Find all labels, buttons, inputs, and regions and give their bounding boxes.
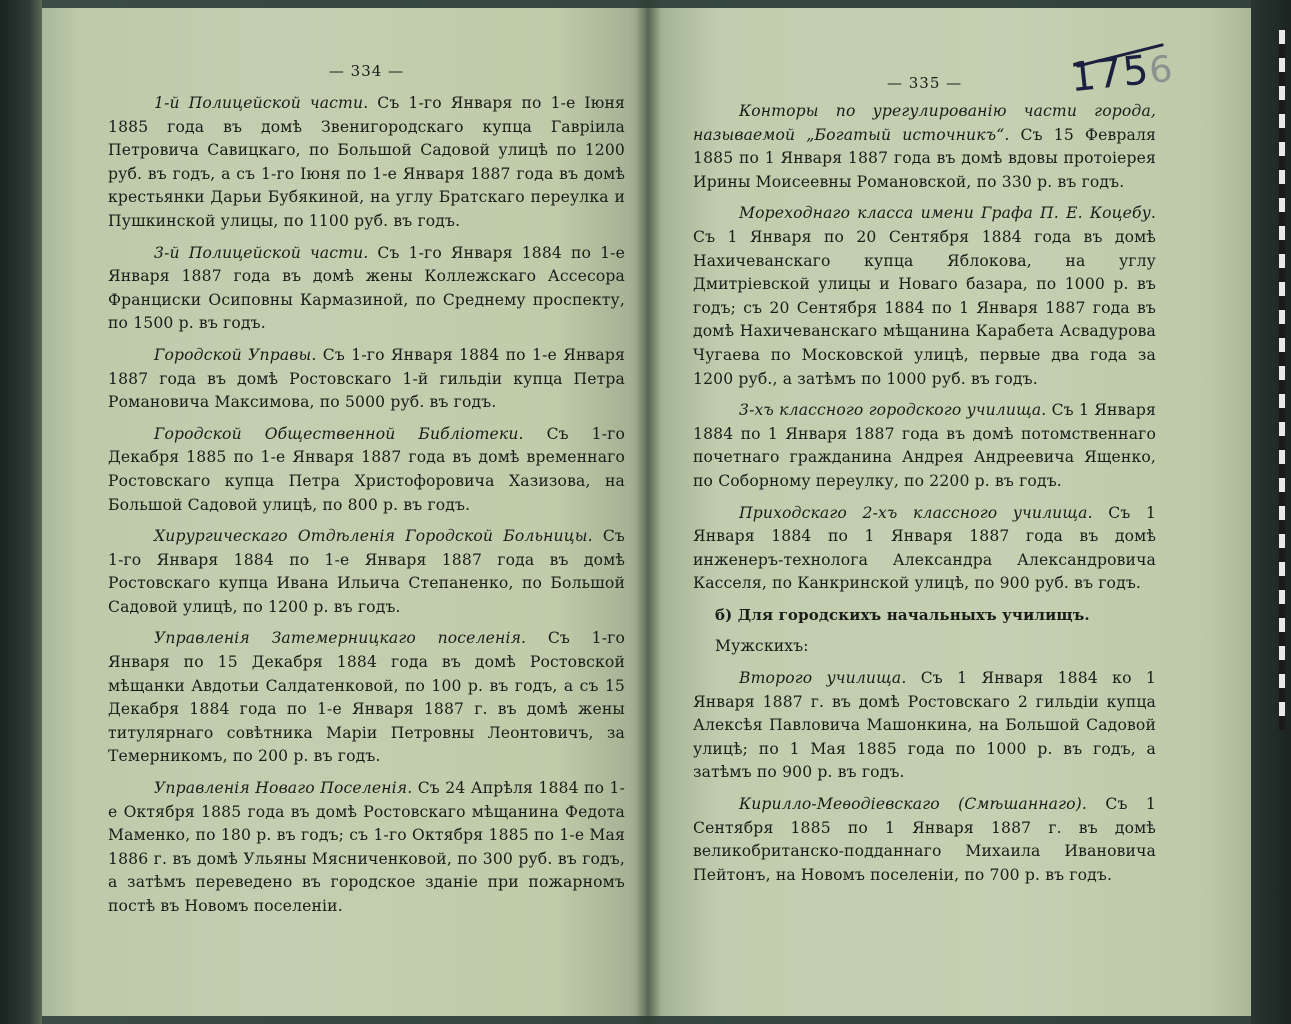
paragraph	[108, 423, 625, 517]
paragraph-lead: Приходскаго 2-хъ классного училища.	[739, 503, 1093, 522]
book-edge-left	[0, 0, 42, 1024]
right-page-text	[693, 100, 1156, 887]
paragraph-lead: Мореходнаго класса имени Графа П. Е. Коцебу.	[739, 204, 1156, 223]
right-page	[647, 8, 1252, 1016]
paragraph	[693, 667, 1156, 785]
paragraph-lead: Хирургическаго Отдѣленія Городской Больницы.	[154, 527, 593, 546]
paragraph-body: Съ 1 Января по 20 Сентября 1884 года въ домѣ Нахичеванскаго купца Яблокова, на углу Дмитріевской улицы и Новаго базара, по 1000 р. въ годъ; съ 20 Сентября 1884 по 1 Января 1887 года въ домѣ Нахичеванскаго мѣщанина Карабета Асвадурова Чугаева по Московской улицѣ, первые два года за 1200 руб., а затѣмъ по 1000 руб. въ годъ.	[693, 227, 1156, 388]
handwritten-number: 175	[1067, 47, 1152, 102]
paragraph-body: Съ 1 Января 1884 по 1 Января 1887 года въ домѣ потомственнаго почетнаго гражданина Андрея Андреевича Ященко, по Соборному переулку, по 2200 р. въ годъ.	[693, 401, 1156, 490]
paragraph-lead: 3-й Полицейской части.	[154, 243, 369, 262]
page-number-left: — 334 —	[328, 62, 405, 80]
paragraph-body: Съ 1-го Января по 15 Декабря 1884 года въ домѣ Ростовской мѣщанки Авдотьи Салдатенковой, по 100 р. въ годъ, а съ 15 Декабря 1884 года по 1-е Января 1887 г. въ домѣ жены титулярнаго совѣтника Маріи Петровны Леонтовичъ, за Темерникомъ, по 200 р. въ годъ.	[108, 629, 625, 766]
paragraph-lead: Городской Управы.	[154, 345, 317, 364]
faint-handwritten-number: 6	[1147, 48, 1176, 92]
paragraph-body: Съ 1-го Января по 1-е Іюня 1885 года въ домѣ Звенигородскаго купца Гавріила Петровича Савицкаго, по Большой Садовой улицѣ по 1200 руб. въ годъ, а съ 1-го Іюня по 1-е Января 1887 года въ домѣ крестьянки Дарьи Бубякиной, на углу Братскаго переулка и Пушкинской улицы, по 1100 руб. въ годъ.	[108, 94, 625, 230]
paragraph-lead: 1-й Полицейской части.	[154, 94, 369, 112]
paragraph-body: Съ 1 Сентября 1885 по 1 Января 1887 г. въ домѣ великобританско-подданнаго Михаила Ивановича Пейтонъ, на Новомъ поселеніи, по 700 р. въ годъ.	[693, 795, 1156, 884]
paragraph	[693, 502, 1156, 596]
paragraph-body: Съ 1-го Декабря 1885 по 1-е Января 1887 года въ домѣ временнаго Ростовскаго купца Петра Христофоровича Хазизова, на Большой Садовой улицѣ, по 800 р. въ годъ.	[108, 424, 626, 514]
paragraph-lead: Управленія Затемерницкаго поселенія.	[154, 629, 527, 648]
paragraph-lead: Кирилло-Меѳодіевскаго (Смѣшаннаго).	[739, 795, 1088, 814]
subheading: Мужскихъ:	[715, 637, 809, 656]
paragraph	[108, 242, 625, 336]
paragraph-lead: Управленія Новаго Поселенія.	[154, 779, 413, 798]
paragraph	[693, 399, 1156, 493]
paragraph-body: Съ 24 Апрѣля 1884 по 1-е Октября 1885 года въ домѣ Ростовскаго мѣщанина Федота Маменко, по 180 р. въ годъ; съ 1-го Октября 1885 по 1-е Мая 1886 г. въ домѣ Ульяны Мясниченковой, по 300 руб. въ годъ, а затѣмъ переведено въ городское зданіе при пожарномъ постѣ въ Новомъ поселеніи.	[108, 779, 625, 915]
paragraph-lead: Второго училища.	[739, 669, 907, 688]
paragraph-lead: Городской Общественной Библіотеки.	[154, 424, 524, 443]
scan-calibration-strip	[1279, 30, 1285, 730]
paragraph	[108, 344, 625, 415]
left-page	[42, 8, 647, 1016]
paragraph	[693, 202, 1156, 391]
page-number-right-text: — 335 —	[887, 74, 963, 92]
paragraph-body: Съ 1-го Января 1884 по 1-е Января 1887 года въ домѣ Ростовскаго 1-й гильдіи купца Петра Романовича Максимова, по 5000 руб. въ годъ.	[108, 345, 625, 412]
paragraph	[108, 92, 625, 234]
paragraph-body: Съ 15 Февраля 1885 по 1 Января 1887 года въ домѣ вдовы протоіерея Ирины Моисеевны Романовской, по 330 р. въ годъ.	[693, 125, 1156, 191]
left-page-text	[108, 92, 625, 919]
paragraph	[108, 777, 625, 919]
section-title: б) Для городскихъ начальныхъ училищъ.	[715, 605, 1090, 624]
paragraph	[108, 627, 625, 769]
paragraph	[108, 525, 625, 619]
paragraph	[693, 793, 1156, 887]
book-edge-right	[1251, 0, 1291, 1024]
paragraph-lead: 3-хъ классного городского училища.	[739, 401, 1047, 420]
paragraph	[693, 100, 1156, 194]
paragraph-lead: Конторы по урегулированію части города, называемой „Богатый источникъ“.	[693, 102, 1156, 144]
paragraph-body: Съ 1 Января 1884 ко 1 Января 1887 г. въ домѣ Ростовскаго 2 гильдіи купца Алексѣя Павловича Машонкина, на Большой Садовой улицѣ; по 1 Мая 1885 года по 1000 р. въ годъ, а затѣмъ по 900 р. въ годъ.	[693, 669, 1156, 782]
paragraph-body: Съ 1-го Января 1884 по 1-е Января 1887 года въ домѣ жены Коллежскаго Ассесора Франциски Осиповны Кармазиной, по Среднему проспекту, по 1500 р. въ годъ.	[108, 243, 625, 333]
paragraph-body: Съ 1 Января 1884 по 1 Января 1887 года въ домѣ инженеръ-технолога Александра Александровича Касселя, по Канкринской улицѣ, по 900 руб. въ годъ.	[693, 503, 1157, 593]
paragraph-body: Съ 1-го Января 1884 по 1-е Января 1887 года въ домѣ Ростовскаго купца Ивана Ильича Степаненко, по Большой Садовой улицѣ, по 1200 р. въ годъ.	[108, 527, 625, 616]
